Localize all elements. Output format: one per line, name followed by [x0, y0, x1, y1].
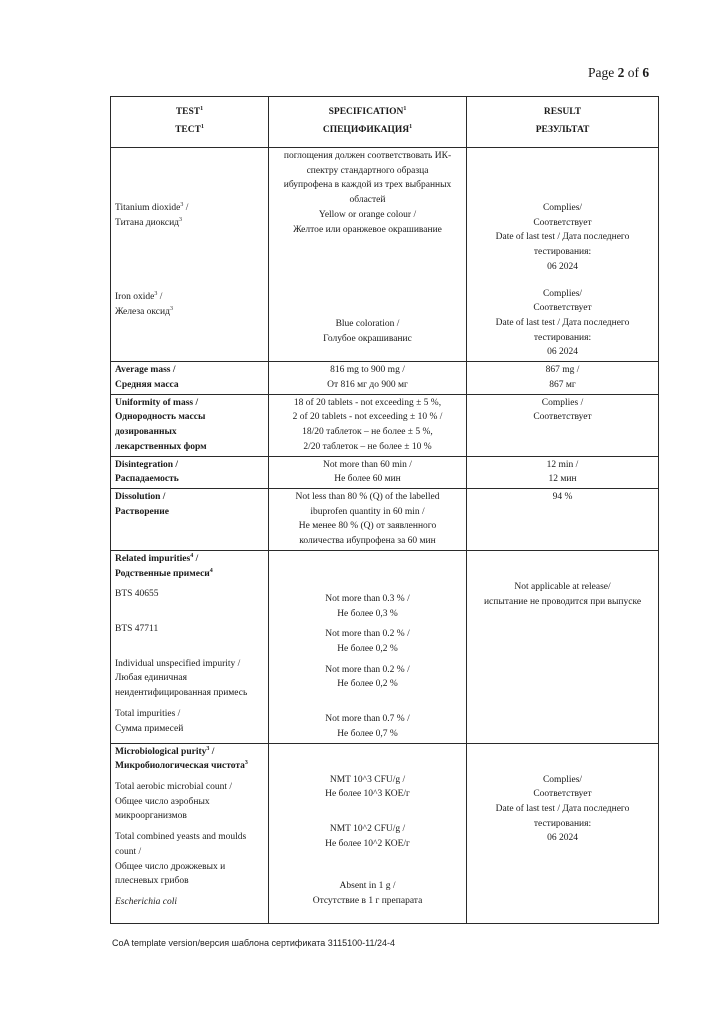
table-row: [111, 488, 659, 550]
table-row: [111, 743, 659, 923]
test-cell: Average mass / Средняя масса: [111, 362, 269, 394]
template-version-footer: CoA template version/версия шаблона сертификата 3115100-11/24-4: [112, 938, 396, 948]
coa-table: [110, 96, 659, 924]
result-cell: 867 mg / 867 мг: [467, 362, 659, 394]
spec-cell: поглощения должен соответствовать ИК- спектру стандартного образца ибупрофена в каждой из трех выбранных областей Yellow or orange colour / Желтое или оранжевое окрашивание Blue coloration / Голубое окрашиванис: [269, 148, 467, 362]
result-cell: 94 %: [467, 488, 659, 550]
table-row: [111, 394, 659, 456]
result-cell: 12 min / 12 мин: [467, 456, 659, 488]
result-cell: Not applicable at release/ испытание не проводится при выпуске: [467, 550, 659, 743]
spec-cell: 816 mg to 900 mg / От 816 мг до 900 мг: [269, 362, 467, 394]
result-cell: Complies/ Соответствует Date of last test / Дата последнего тестирования: 06 2024 Complies/ Соответствует Date of last test / Дата последнего тестирования: 06 2024: [467, 148, 659, 362]
table-row: [111, 456, 659, 488]
header-result: RESULT РЕЗУЛЬТАТ: [467, 97, 659, 148]
test-cell: Uniformity of mass / Однородность массы дозированных лекарственных форм: [111, 394, 269, 456]
result-cell: Complies / Соответствует: [467, 394, 659, 456]
spec-cell: 18 of 20 tablets - not exceeding ± 5 %, 2 of 20 tablets - not exceeding ± 10 % / 18/20 таблеток – не более ± 5 %, 2/20 таблеток – не более ± 10 %: [269, 394, 467, 456]
table-row: [111, 362, 659, 394]
spec-cell: Not less than 80 % (Q) of the labelled ibuprofen quantity in 60 min / Не менее 80 % (Q) от заявленного количества ибупрофена за 60 мин: [269, 488, 467, 550]
header-specification: SPECIFICATION$^1$ СПЕЦИФИКАЦИЯ$^1$: [269, 97, 467, 148]
spec-cell: Not more than 0.3 % / Не более 0,3 % Not more than 0.2 % / Не более 0,2 % Not more than 0.2 % / Не более 0,2 % Not more than 0.7 % / Не более 0,7 %: [269, 550, 467, 743]
test-cell: Microbiological purity$^3$ / Микробиологическая чистота$^3$ Total aerobic microbial count / Общее число аэробных микроорганизмов Total combined yeasts and moulds count / Общее число дрожжевых и плесневых грибов Escherichia coli: [111, 743, 269, 923]
header-test: TEST$^1$ ТЕСТ$^1$: [111, 97, 269, 148]
test-cell: Titanium dioxide$^3$ / Титана диоксид$^3$ Iron oxide$^3$ / Железа оксид$^3$: [111, 148, 269, 362]
spec-cell: Not more than 60 min / Не более 60 мин: [269, 456, 467, 488]
test-cell: Disintegration / Распадаемость: [111, 456, 269, 488]
page-number: Page 2 of 6: [588, 65, 650, 80]
test-cell: Dissolution / Растворение: [111, 488, 269, 550]
table-row: [111, 148, 659, 362]
result-cell: Complies/ Соответствует Date of last test / Дата последнего тестирования: 06 2024: [467, 743, 659, 923]
table-row: [111, 550, 659, 743]
test-cell: Related impurities$^4$ / Родственные примеси$^4$ BTS 40655 BTS 47711 Individual unspecified impurity / Любая единичная неидентифицированная примесь Total impurities / Сумма примесей: [111, 550, 269, 743]
spec-cell: NMT 10^3 CFU/g / Не более 10^3 КОЕ/г NMT 10^2 CFU/g / Не более 10^2 КОЕ/г Absent in 1 g / Отсутствие в 1 г препарата: [269, 743, 467, 923]
table-header-row: [111, 97, 659, 148]
